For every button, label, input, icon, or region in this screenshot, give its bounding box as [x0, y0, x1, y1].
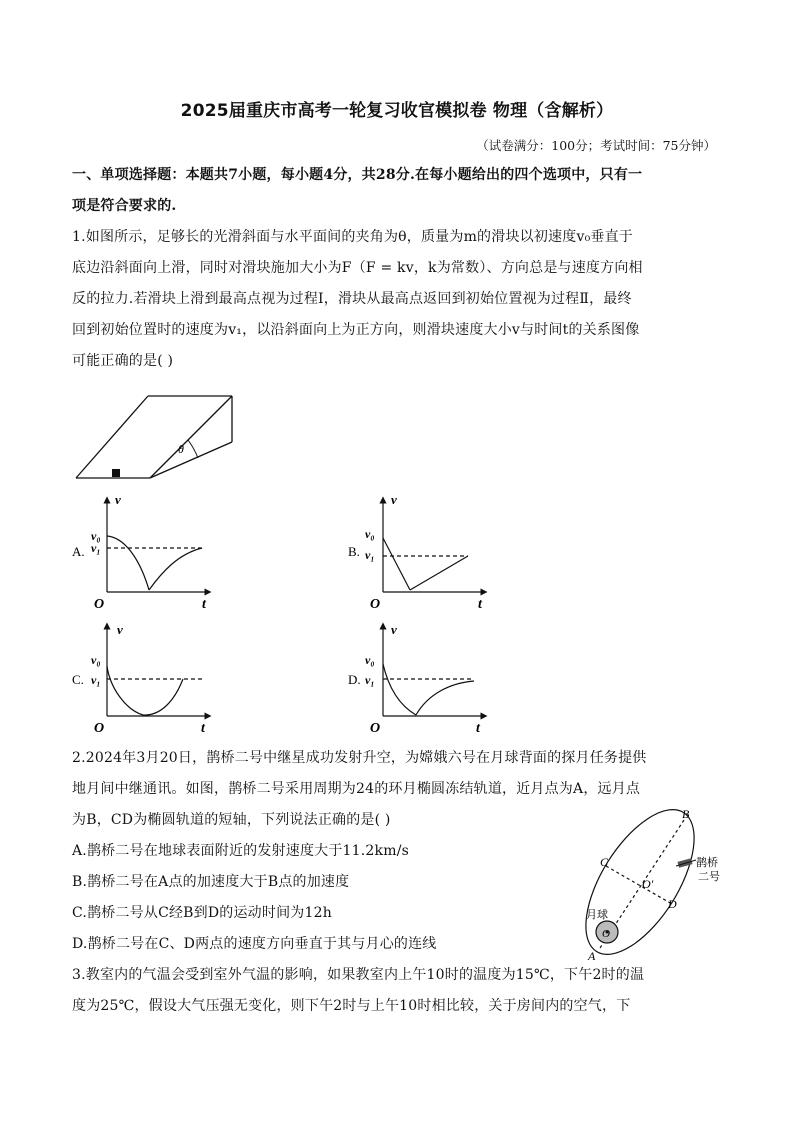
v0-label: v₀: [365, 653, 375, 667]
slider-block: [112, 469, 120, 477]
q2-option-d: D.鹊桥二号在C、D两点的速度方向垂直于其与月心的连线: [72, 936, 437, 952]
q1-line-4: 回到初始位置时的速度为v₁，以沿斜面向上为正方向，则滑块速度大小v与时间t的关系图像: [72, 322, 640, 338]
axis-v-label: v: [115, 492, 121, 507]
q2-option-b: B.鹊桥二号在A点的加速度大于B点的加速度: [72, 874, 350, 890]
q2-line-1: 2.2024年3月20日，鹊桥二号中继星成功发射升空，为嫦娥六号在月球背面的探月任务提供: [72, 750, 647, 766]
q1-line-1: 1.如图所示，足够长的光滑斜面与水平面间的夹角为θ，质量为m的滑块以初速度v₀垂直于: [72, 229, 633, 245]
axis-t-label: t: [201, 721, 205, 736]
question-3-text: [72, 960, 724, 1022]
moon-label: 月球: [586, 909, 608, 921]
option-b-label: B.: [348, 544, 360, 559]
point-a-label: A: [588, 949, 596, 963]
v1-label: v₁: [365, 548, 375, 562]
axis-t-label: t: [478, 597, 482, 612]
v1-label: v₁: [91, 673, 101, 687]
q2-option-c: C.鹊桥二号从C经B到D的运动时间为12h: [72, 905, 332, 921]
point-d-label: D: [668, 897, 677, 911]
origin-label: O: [370, 597, 381, 612]
section-heading: [72, 160, 724, 222]
q2-line-3: 为B，CD为椭圆轨道的短轴，下列说法正确的是( ): [72, 812, 391, 828]
option-c-label: C.: [72, 672, 84, 687]
q2-line-2: 地月间中继通讯。如图，鹊桥二号采用周期为24的环月椭圆冻结轨道，近月点为A，远月点: [72, 781, 641, 797]
satellite-icon: [676, 858, 696, 867]
q1-line-5: 可能正确的是( ): [72, 353, 174, 369]
v0-label: v₀: [91, 653, 101, 667]
section-heading-line-2: 项是符合要求的.: [72, 198, 177, 214]
q1-line-2: 底边沿斜面向上滑，同时对滑块施加大小为F（F = kv，k为常数）、方向总是与速度方向相: [72, 260, 643, 276]
satellite-label-2: 二号: [698, 871, 720, 883]
section-heading-line-1: 一、单项选择题：本题共7小题，每小题4分，共28分.在每小题给出的四个选项中，只有一: [72, 167, 643, 183]
axis-v-label: v: [391, 492, 397, 507]
question-2-options: [72, 836, 552, 960]
incline-angle-label: θ: [178, 442, 184, 456]
page-title: 2025届重庆市高考一轮复习收官模拟卷 物理（含解析）: [180, 101, 614, 121]
point-b-label: B: [682, 807, 690, 821]
graph-option-b: [346, 492, 496, 612]
graph-option-d: [346, 620, 496, 740]
origin-label: O: [94, 597, 105, 612]
graph-option-a: [70, 492, 220, 612]
axis-v-label: v: [391, 622, 397, 637]
orbit-figure: [572, 806, 732, 966]
q3-line-1: 3.教室内的气温会受到室外气温的影响，如果教室内上午10时的温度为15℃，下午2时的温: [72, 967, 645, 983]
moon-center-label: O: [602, 928, 610, 940]
satellite-label-1: 鹊桥: [696, 857, 718, 869]
axis-t-label: t: [476, 721, 480, 736]
v0-label: v₀: [91, 529, 101, 543]
axis-v-label: v: [117, 622, 123, 637]
origin-label: O: [94, 721, 105, 736]
option-a-label: A.: [72, 544, 85, 559]
point-c-label: C: [600, 855, 609, 869]
origin-label: O: [370, 721, 381, 736]
q1-line-3: 反的拉力.若滑块上滑到最高点视为过程Ⅰ，滑块从最高点返回到初始位置视为过程Ⅱ，最终: [72, 291, 632, 307]
question-1-text: [72, 222, 724, 377]
exam-info: （试卷满分：100分；考试时间：75分钟）: [476, 138, 716, 153]
v1-label: v₁: [91, 541, 101, 555]
center-o-prime-label: O': [642, 877, 654, 891]
q2-option-a: A.鹊桥二号在地球表面附近的发射速度大于11.2km/s: [72, 843, 409, 859]
v1-label: v₁: [365, 673, 375, 687]
incline-figure: [70, 388, 250, 488]
q3-line-2: 度为25℃，假设大气压强无变化，则下午2时与上午10时相比较，关于房间内的空气，下: [72, 998, 631, 1014]
option-d-label: D.: [348, 672, 361, 687]
v0-label: v₀: [365, 527, 375, 541]
graph-option-c: [70, 620, 220, 740]
axis-t-label: t: [202, 597, 206, 612]
